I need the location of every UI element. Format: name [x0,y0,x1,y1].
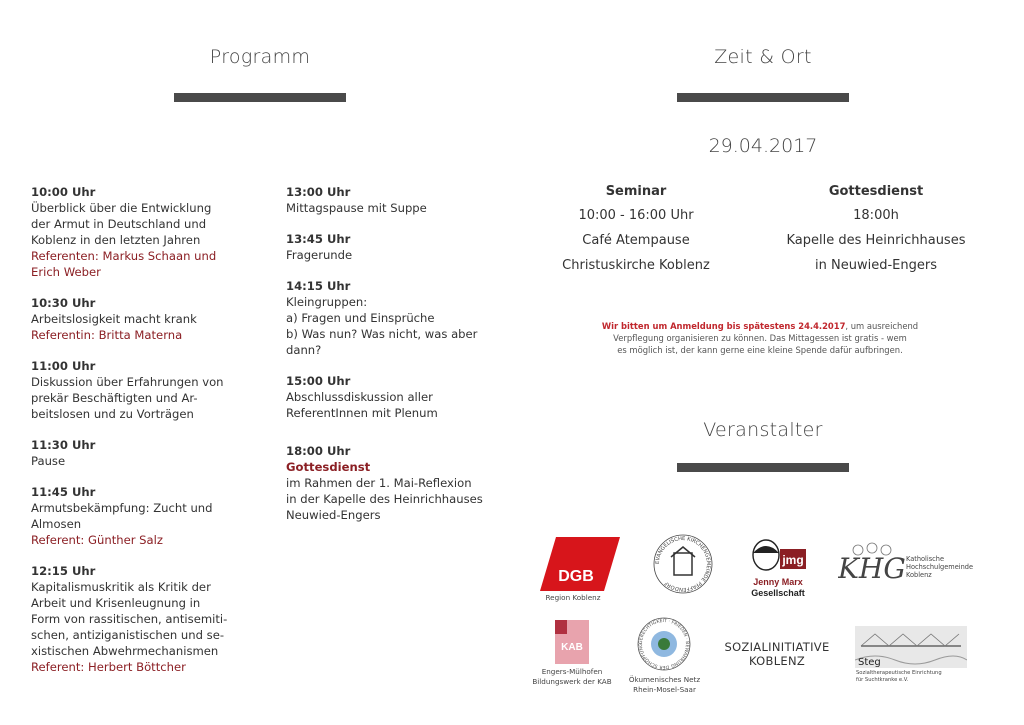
program-entry [286,184,521,216]
entry-line: schen, antiziganistischen und se- [31,628,225,642]
program-entry [31,563,261,675]
program-entry [286,373,521,421]
entry-line: Armutsbekämpfung: Zucht und [31,501,213,515]
entry-line: b) Was nun? Was nicht, was aber [286,327,478,341]
entry-line: Überblick über die Entwicklung [31,201,212,215]
oekumenisches-netz-logo [636,616,692,672]
khg-caption [906,555,986,579]
program-entry-gottesdienst [286,443,521,523]
jenny-marx-line1: Jenny Marx [753,577,803,587]
entry-time: 12:15 Uhr [31,564,96,578]
seminar-venue: Café Atempause [582,233,690,248]
entry-line: Arbeitslosigkeit macht krank [31,312,197,326]
entry-line: Diskussion über Erfahrungen von [31,375,224,389]
registration-deadline: Wir bitten um Anmeldung bis spätestens 24.4.2017 [601,321,846,331]
entry-line: dann? [286,343,322,357]
seminar-title: Seminar [605,184,667,199]
seminar-info [540,184,732,283]
dgb-caption: Region Koblenz [545,593,601,602]
entry-line: im Rahmen der 1. Mai-Reflexion [286,476,472,490]
steg-name: Steg [858,657,881,668]
programm-left-column [31,184,261,690]
sozialinitiative-line2: KOBLENZ [748,654,806,668]
programm-heading: Programm [209,46,311,68]
program-entry [31,184,261,280]
entry-line: Arbeit und Krisenleugnung in [31,596,201,610]
dgb-logo [540,537,620,591]
kab-logo [555,620,589,664]
note-text: Verpflegung organisieren zu können. Das Mittagessen ist gratis - wem [613,333,907,343]
entry-line: in der Kapelle des Heinrichhauses [286,492,483,506]
entry-line: Mittagspause mit Suppe [286,201,427,215]
khg-line2: Hochschulgemeinde [906,563,974,571]
entry-time: 10:30 Uhr [31,296,96,310]
steg-caption [856,670,976,684]
entry-line: Fragerunde [286,248,353,262]
oekumenisch-caption [617,675,712,695]
entry-line: xistischen Abwehrmechanismen [31,644,219,658]
kab-line2: Bildungswerk der KAB [532,677,612,686]
program-entry [286,231,521,263]
veranstalter-divider [677,463,849,472]
steg-line2: für Suchtkranke e.V. [856,677,909,683]
khg-mark: KHG [838,552,906,585]
jenny-marx-logo [742,533,812,603]
event-date: 29.04.2017 [708,135,818,157]
program-entry [31,295,261,343]
kirchengemeinde-logo [652,533,714,595]
entry-line: Abschlussdiskussion aller [286,390,433,404]
entry-line: der Armut in Deutschland und [31,217,207,231]
entry-line: ReferentInnen mit Plenum [286,406,438,420]
oekumenisch-line2: Rhein-Mosel-Saar [633,685,696,694]
oekumenisch-ring-text: GERECHTIGKEIT · FRIEDEN · BEWAHRUNG DER SCHÖPFUNG [638,618,690,670]
khg-line1: Katholische [906,555,945,563]
kab-mark: KAB [561,642,583,653]
note-text: es möglich ist, der kann gerne eine kleine Spende dafür aufbringen. [617,345,903,355]
entry-time: 11:00 Uhr [31,359,96,373]
entry-speaker: Referent: Herbert Böttcher [31,660,186,674]
entry-line: beitslosen und zu Vorträgen [31,407,194,421]
entry-time: 11:45 Uhr [31,485,96,499]
note-text: , um ausreichend [845,321,919,331]
oekumenisch-line1: Ökumenisches Netz [628,675,701,684]
gottesdienst-title: Gottesdienst [828,184,924,199]
entry-line: prekär Beschäftigten und Ar- [31,391,198,405]
sozialinitiative-logo [722,640,832,668]
program-entry [31,437,261,469]
khg-line3: Koblenz [906,571,932,579]
entry-time: 18:00 Uhr [286,444,351,458]
program-entry [31,484,261,548]
entry-time: 10:00 Uhr [31,185,96,199]
kab-caption [522,667,622,687]
entry-line: Kapitalismuskritik als Kritik der [31,580,211,594]
entry-line: Pause [31,454,66,468]
entry-speaker: Erich Weber [31,265,101,279]
entry-speaker: Referentin: Britta Materna [31,328,183,342]
gottesdienst-info [770,184,982,283]
entry-speaker: Referenten: Markus Schaan und [31,249,217,263]
zeit-ort-divider [677,93,849,102]
seminar-time: 10:00 - 16:00 Uhr [578,208,694,223]
programm-divider [174,93,346,102]
entry-highlight: Gottesdienst [286,460,371,474]
veranstalter-heading: Veranstalter [703,419,823,441]
program-entry [286,278,521,358]
gottesdienst-venue: Kapelle des Heinrichhauses [786,233,966,248]
entry-time: 13:00 Uhr [286,185,351,199]
kirchengemeinde-ring-text: EVANGELISCHE KIRCHENGEMEINDE PFAFFENDORF [654,535,712,593]
dgb-logo-text: DGB [558,568,594,585]
khg-logo [838,540,908,590]
jenny-marx-line2: Gesellschaft [751,588,805,598]
programm-right-column [286,184,521,538]
entry-time: 14:15 Uhr [286,279,351,293]
zeit-ort-heading: Zeit & Ort [714,46,812,68]
registration-note [560,320,960,356]
entry-time: 11:30 Uhr [31,438,96,452]
entry-time: 15:00 Uhr [286,374,351,388]
sozialinitiative-line1: SOZIALINITIATIVE [724,640,830,654]
steg-logo [855,626,967,668]
steg-line1: Sozialtherapeutische Einrichtung [856,670,942,676]
entry-line: a) Fragen und Einsprüche [286,311,435,325]
entry-line: Neuwied-Engers [286,508,381,522]
entry-line: Kleingruppen: [286,295,368,309]
entry-line: Form von rassitischen, antisemiti- [31,612,228,626]
jmg-badge-text: jmg [782,553,804,567]
gottesdienst-location: in Neuwied-Engers [815,258,937,273]
entry-line: Koblenz in den letzten Jahren [31,233,201,247]
entry-time: 13:45 Uhr [286,232,351,246]
seminar-location: Christuskirche Koblenz [562,258,710,273]
gottesdienst-time: 18:00h [853,208,899,223]
kab-line1: Engers-Mülhofen [541,667,603,676]
program-entry [31,358,261,422]
entry-speaker: Referent: Günther Salz [31,533,163,547]
entry-line: Almosen [31,517,82,531]
svg-text:EVANGELISCHE KIRCHENGEMEINDE P [655,536,711,592]
